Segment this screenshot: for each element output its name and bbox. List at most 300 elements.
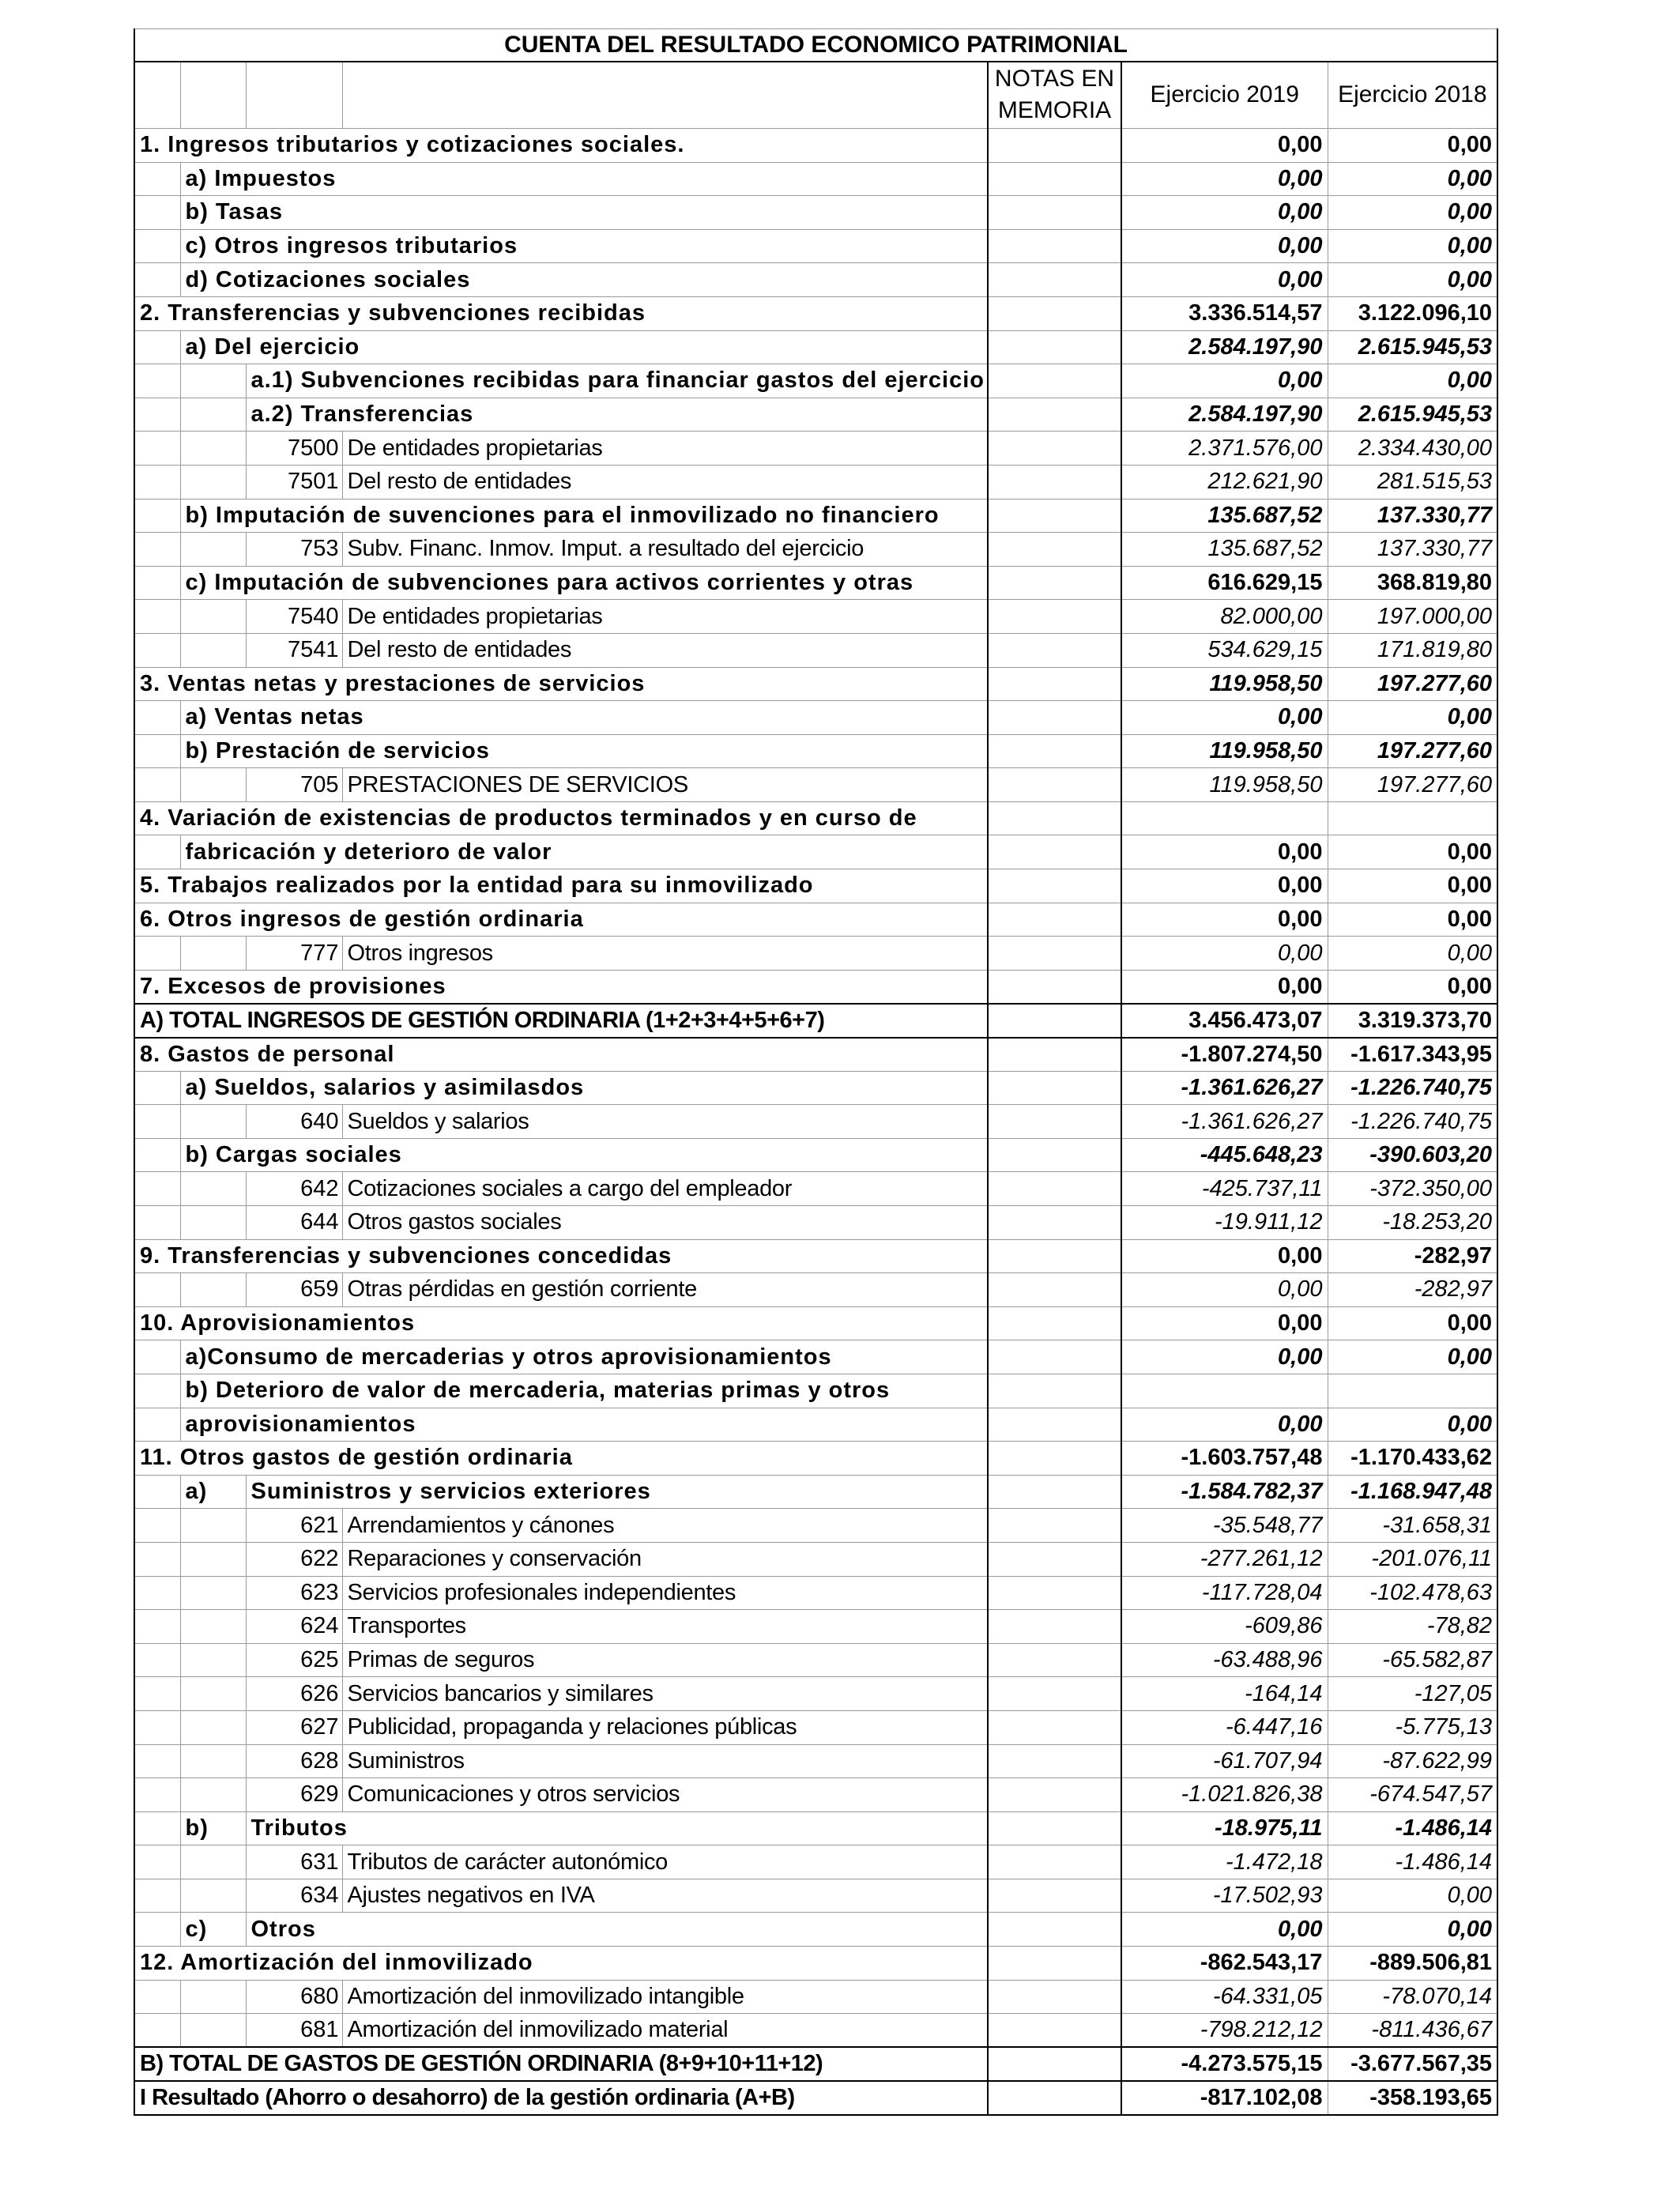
- value-2018: 197.277,60: [1328, 768, 1497, 802]
- row-label: Suministros y servicios exteriores: [246, 1475, 988, 1509]
- notes-cell: [988, 903, 1121, 937]
- value-2018: 0,00: [1328, 835, 1497, 869]
- indent-cell: [134, 1610, 180, 1644]
- value-2019: 0,00: [1121, 1239, 1328, 1273]
- value-2019: 0,00: [1121, 229, 1328, 263]
- table-row: [134, 1239, 1497, 1273]
- value-2018: 137.330,77: [1328, 533, 1497, 567]
- value-2019: -817.102,08: [1121, 2081, 1328, 2115]
- indent-cell: [180, 1542, 246, 1576]
- value-2018: -1.226.740,75: [1328, 1105, 1497, 1139]
- value-2018: -674.547,57: [1328, 1778, 1497, 1812]
- notes-cell: [988, 937, 1121, 971]
- table-row: [134, 768, 1497, 802]
- value-2019: -1.807.274,50: [1121, 1038, 1328, 1072]
- value-2019: -1.472,18: [1121, 1845, 1328, 1879]
- notes-cell: [988, 1442, 1121, 1476]
- value-2019: -798.212,12: [1121, 2014, 1328, 2048]
- row-label: a) Ventas netas: [180, 701, 988, 735]
- value-2019: -1.584.782,37: [1121, 1475, 1328, 1509]
- table-row: [134, 398, 1497, 432]
- notes-cell: [988, 1340, 1121, 1374]
- value-2018: 0,00: [1328, 1306, 1497, 1340]
- notes-cell: [988, 1778, 1121, 1812]
- value-2018: 0,00: [1328, 364, 1497, 398]
- financial-statement-table: [134, 28, 1498, 2116]
- table-row: [134, 667, 1497, 701]
- row-label: 10. Aprovisionamientos: [134, 1306, 988, 1340]
- row-label: b) Imputación de suvenciones para el inmovilizado no financiero: [180, 499, 988, 533]
- row-label: B) TOTAL DE GASTOS DE GESTIÓN ORDINARIA (8+9+10+11+12): [134, 2047, 988, 2081]
- notes-cell: [988, 533, 1121, 567]
- notes-cell: [988, 398, 1121, 432]
- notes-cell: [988, 263, 1121, 297]
- indent-cell: [134, 1273, 180, 1307]
- value-2019: 0,00: [1121, 869, 1328, 903]
- account-code: 705: [246, 768, 342, 802]
- account-code: 624: [246, 1610, 342, 1644]
- table-row: [134, 499, 1497, 533]
- table-row: [134, 296, 1497, 330]
- value-2019: 119.958,50: [1121, 734, 1328, 768]
- value-2019: -1.361.626,27: [1121, 1071, 1328, 1105]
- table-row: [134, 1980, 1497, 2014]
- table-row: [134, 937, 1497, 971]
- value-2018: -889.506,81: [1328, 1947, 1497, 1981]
- notes-cell: [988, 499, 1121, 533]
- row-label: Comunicaciones y otros servicios: [342, 1778, 988, 1812]
- indent-cell: [134, 1408, 180, 1442]
- row-label: Transportes: [342, 1610, 988, 1644]
- value-2018: 0,00: [1328, 1913, 1497, 1947]
- value-2018: -811.436,67: [1328, 2014, 1497, 2048]
- value-2018: 197.000,00: [1328, 600, 1497, 634]
- notes-cell: [988, 1105, 1121, 1139]
- value-2019: -862.543,17: [1121, 1947, 1328, 1981]
- value-2018: 2.334.430,00: [1328, 432, 1497, 466]
- row-label: a)Consumo de mercaderias y otros aprovisionamientos: [180, 1340, 988, 1374]
- account-code: 7500: [246, 432, 342, 466]
- table-row: [134, 566, 1497, 600]
- indent-cell: [180, 2014, 246, 2048]
- value-2018: 0,00: [1328, 903, 1497, 937]
- value-2019: -277.261,12: [1121, 1542, 1328, 1576]
- table-row: [134, 2014, 1497, 2048]
- notes-header: NOTAS EN MEMORIA: [988, 62, 1121, 129]
- notes-cell: [988, 162, 1121, 196]
- value-2019: 0,00: [1121, 970, 1328, 1004]
- indent-cell: [134, 1071, 180, 1105]
- table-row: [134, 330, 1497, 364]
- indent-cell: [180, 633, 246, 667]
- row-label: 8. Gastos de personal: [134, 1038, 988, 1072]
- value-2019: 0,00: [1121, 129, 1328, 163]
- indent-cell: [180, 600, 246, 634]
- row-label: a.1) Subvenciones recibidas para financiar gastos del ejercicio: [246, 364, 988, 398]
- value-2018: -102.478,63: [1328, 1576, 1497, 1610]
- indent-cell: [134, 566, 180, 600]
- account-code: 622: [246, 1542, 342, 1576]
- value-2018: 2.615.945,53: [1328, 398, 1497, 432]
- indent-cell: [180, 432, 246, 466]
- indent-cell: [134, 364, 180, 398]
- value-2019: 0,00: [1121, 835, 1328, 869]
- table-row: [134, 801, 1497, 835]
- table-row: [134, 1172, 1497, 1206]
- row-label: Otras pérdidas en gestión corriente: [342, 1273, 988, 1307]
- value-2018: 0,00: [1328, 1879, 1497, 1913]
- indent-cell: [180, 1845, 246, 1879]
- value-2019: -117.728,04: [1121, 1576, 1328, 1610]
- value-2019: -1.021.826,38: [1121, 1778, 1328, 1812]
- value-2019: -445.648,23: [1121, 1138, 1328, 1172]
- row-label: 11. Otros gastos de gestión ordinaria: [134, 1442, 988, 1476]
- notes-cell: [988, 330, 1121, 364]
- value-2018: [1328, 801, 1497, 835]
- value-2019: [1121, 1374, 1328, 1408]
- row-label: 5. Trabajos realizados por la entidad para su inmovilizado: [134, 869, 988, 903]
- value-2018: -87.622,99: [1328, 1744, 1497, 1778]
- value-2018: [1328, 1374, 1497, 1408]
- value-2019: 119.958,50: [1121, 768, 1328, 802]
- indent-cell: [134, 1475, 180, 1509]
- value-2019: 82.000,00: [1121, 600, 1328, 634]
- notes-cell: [988, 2014, 1121, 2048]
- notes-cell: [988, 869, 1121, 903]
- indent-cell: [134, 600, 180, 634]
- value-2019: -425.737,11: [1121, 1172, 1328, 1206]
- table-row: [134, 432, 1497, 466]
- value-2019: 135.687,52: [1121, 533, 1328, 567]
- row-label: b) Tasas: [180, 196, 988, 230]
- indent-cell: [180, 1576, 246, 1610]
- notes-cell: [988, 1374, 1121, 1408]
- account-code: 644: [246, 1206, 342, 1240]
- value-2018: -1.486,14: [1328, 1845, 1497, 1879]
- value-2018: 0,00: [1328, 1408, 1497, 1442]
- value-2019: [1121, 801, 1328, 835]
- value-2019: 0,00: [1121, 1273, 1328, 1307]
- table-row: [134, 229, 1497, 263]
- table-row: [134, 1879, 1497, 1913]
- indent-cell: [134, 1778, 180, 1812]
- indent-cell: [134, 465, 180, 499]
- notes-cell: [988, 1004, 1121, 1038]
- indent-cell: [180, 1105, 246, 1139]
- indent-cell: [134, 768, 180, 802]
- account-code: 631: [246, 1845, 342, 1879]
- indent-cell: [134, 1643, 180, 1677]
- notes-cell: [988, 1038, 1121, 1072]
- row-label: Amortización del inmovilizado intangible: [342, 1980, 988, 2014]
- account-code: 7501: [246, 465, 342, 499]
- notes-cell: [988, 566, 1121, 600]
- notes-cell: [988, 1408, 1121, 1442]
- value-2019: 0,00: [1121, 903, 1328, 937]
- value-2019: -63.488,96: [1121, 1643, 1328, 1677]
- indent-cell: [180, 533, 246, 567]
- row-label: De entidades propietarias: [342, 432, 988, 466]
- table-row: [134, 600, 1497, 634]
- value-2019: 0,00: [1121, 937, 1328, 971]
- indent-cell: [134, 162, 180, 196]
- row-label: 12. Amortización del inmovilizado: [134, 1947, 988, 1981]
- row-label: b) Cargas sociales: [180, 1138, 988, 1172]
- indent-cell: [134, 1913, 180, 1947]
- value-2019: 135.687,52: [1121, 499, 1328, 533]
- notes-cell: [988, 129, 1121, 163]
- notes-cell: [988, 1071, 1121, 1105]
- value-2019: 534.629,15: [1121, 633, 1328, 667]
- value-2018: 0,00: [1328, 701, 1497, 735]
- indent-cell: [180, 1980, 246, 2014]
- value-2018: 281.515,53: [1328, 465, 1497, 499]
- table-row: [134, 1273, 1497, 1307]
- value-2018: 171.819,80: [1328, 633, 1497, 667]
- value-2019: -64.331,05: [1121, 1980, 1328, 2014]
- row-label: b) Deterioro de valor de mercaderia, materias primas y otros: [180, 1374, 988, 1408]
- notes-cell: [988, 768, 1121, 802]
- table-row: [134, 1138, 1497, 1172]
- indent-cell: [134, 1374, 180, 1408]
- value-2019: 2.584.197,90: [1121, 398, 1328, 432]
- indent-cell: [134, 533, 180, 567]
- value-2018: 3.319.373,70: [1328, 1004, 1497, 1038]
- notes-cell: [988, 1610, 1121, 1644]
- indent-cell: [180, 1643, 246, 1677]
- value-2018: 0,00: [1328, 263, 1497, 297]
- table-row: [134, 1038, 1497, 1072]
- value-2018: 197.277,60: [1328, 734, 1497, 768]
- value-2019: -164,14: [1121, 1677, 1328, 1711]
- table-row: [134, 1744, 1497, 1778]
- header-cell-empty: [180, 62, 246, 129]
- title-row: [134, 29, 1497, 62]
- indent-cell: [134, 1509, 180, 1543]
- table-row: [134, 1374, 1497, 1408]
- row-label: Otros: [246, 1913, 988, 1947]
- table-row: [134, 869, 1497, 903]
- row-label: Ajustes negativos en IVA: [342, 1879, 988, 1913]
- indent-cell: [180, 1509, 246, 1543]
- indent-cell: [134, 1677, 180, 1711]
- table-row: [134, 1710, 1497, 1744]
- account-code: 777: [246, 937, 342, 971]
- value-2018: 0,00: [1328, 1340, 1497, 1374]
- value-2018: -390.603,20: [1328, 1138, 1497, 1172]
- indent-cell: [180, 1677, 246, 1711]
- account-code: 681: [246, 2014, 342, 2048]
- value-2019: 3.456.473,07: [1121, 1004, 1328, 1038]
- notes-cell: [988, 364, 1121, 398]
- table-row: [134, 1475, 1497, 1509]
- table-row: [134, 835, 1497, 869]
- value-2019: 0,00: [1121, 263, 1328, 297]
- notes-cell: [988, 734, 1121, 768]
- row-label: 9. Transferencias y subvenciones concedidas: [134, 1239, 988, 1273]
- row-label: Servicios bancarios y similares: [342, 1677, 988, 1711]
- row-label: Publicidad, propaganda y relaciones públicas: [342, 1710, 988, 1744]
- value-2018: -5.775,13: [1328, 1710, 1497, 1744]
- row-label: 3. Ventas netas y prestaciones de servicios: [134, 667, 988, 701]
- notes-cell: [988, 835, 1121, 869]
- notes-cell: [988, 465, 1121, 499]
- indent-cell: [134, 701, 180, 735]
- indent-cell: [134, 1576, 180, 1610]
- value-2019: 0,00: [1121, 701, 1328, 735]
- row-label: A) TOTAL INGRESOS DE GESTIÓN ORDINARIA (1+2+3+4+5+6+7): [134, 1004, 988, 1038]
- table-row: [134, 1509, 1497, 1543]
- notes-cell: [988, 1206, 1121, 1240]
- notes-cell: [988, 801, 1121, 835]
- row-label: Suministros: [342, 1744, 988, 1778]
- indent-cell: [180, 1710, 246, 1744]
- table-row: [134, 1677, 1497, 1711]
- value-2019: 0,00: [1121, 196, 1328, 230]
- table-row: [134, 903, 1497, 937]
- notes-cell: [988, 1306, 1121, 1340]
- table-row: [134, 734, 1497, 768]
- value-2019: 0,00: [1121, 162, 1328, 196]
- table-row: [134, 1306, 1497, 1340]
- value-2019: -19.911,12: [1121, 1206, 1328, 1240]
- indent-cell: [180, 465, 246, 499]
- indent-cell: [180, 1206, 246, 1240]
- value-2018: -1.226.740,75: [1328, 1071, 1497, 1105]
- value-2019: 0,00: [1121, 364, 1328, 398]
- value-2018: 137.330,77: [1328, 499, 1497, 533]
- indent-cell: [134, 1138, 180, 1172]
- notes-cell: [988, 1677, 1121, 1711]
- indent-cell: [134, 330, 180, 364]
- notes-cell: [988, 1475, 1121, 1509]
- notes-cell: [988, 1947, 1121, 1981]
- table-row: [134, 1206, 1497, 1240]
- notes-cell: [988, 1509, 1121, 1543]
- value-2019: 3.336.514,57: [1121, 296, 1328, 330]
- row-label: 6. Otros ingresos de gestión ordinaria: [134, 903, 988, 937]
- row-label: 2. Transferencias y subvenciones recibidas: [134, 296, 988, 330]
- value-2019: 0,00: [1121, 1408, 1328, 1442]
- notes-cell: [988, 1643, 1121, 1677]
- row-label: Otros ingresos: [342, 937, 988, 971]
- value-2018: -65.582,87: [1328, 1643, 1497, 1677]
- value-2018: 197.277,60: [1328, 667, 1497, 701]
- indent-cell: [134, 1105, 180, 1139]
- table-row: [134, 196, 1497, 230]
- row-label: Amortización del inmovilizado material: [342, 2014, 988, 2048]
- notes-cell: [988, 1744, 1121, 1778]
- value-2019: -6.447,16: [1121, 1710, 1328, 1744]
- value-2019: -35.548,77: [1121, 1509, 1328, 1543]
- account-code: 680: [246, 1980, 342, 2014]
- notes-cell: [988, 432, 1121, 466]
- value-2018: -372.350,00: [1328, 1172, 1497, 1206]
- account-code: 659: [246, 1273, 342, 1307]
- indent-cell: [134, 432, 180, 466]
- row-label: d) Cotizaciones sociales: [180, 263, 988, 297]
- row-label: Cotizaciones sociales a cargo del empleador: [342, 1172, 988, 1206]
- row-letter: b): [180, 1811, 246, 1845]
- notes-cell: [988, 1980, 1121, 2014]
- indent-cell: [180, 1172, 246, 1206]
- value-2018: 2.615.945,53: [1328, 330, 1497, 364]
- value-2018: 0,00: [1328, 869, 1497, 903]
- notes-cell: [988, 633, 1121, 667]
- notes-cell: [988, 667, 1121, 701]
- indent-cell: [134, 1845, 180, 1879]
- row-label: Servicios profesionales independientes: [342, 1576, 988, 1610]
- indent-cell: [180, 1879, 246, 1913]
- value-2019: -1.603.757,48: [1121, 1442, 1328, 1476]
- value-2018: -201.076,11: [1328, 1542, 1497, 1576]
- row-label: 1. Ingresos tributarios y cotizaciones sociales.: [134, 129, 988, 163]
- value-2019: -609,86: [1121, 1610, 1328, 1644]
- account-code: 625: [246, 1643, 342, 1677]
- notes-cell: [988, 600, 1121, 634]
- value-2019: 2.584.197,90: [1121, 330, 1328, 364]
- row-label: Tributos de carácter autonómico: [342, 1845, 988, 1879]
- table-row: [134, 465, 1497, 499]
- row-label: Arrendamientos y cánones: [342, 1509, 988, 1543]
- indent-cell: [180, 937, 246, 971]
- indent-cell: [180, 1273, 246, 1307]
- page-title: CUENTA DEL RESULTADO ECONOMICO PATRIMONIAL: [134, 29, 1497, 62]
- value-2019: 0,00: [1121, 1913, 1328, 1947]
- account-code: 640: [246, 1105, 342, 1139]
- year-2018-header: Ejercicio 2018: [1328, 62, 1497, 129]
- notes-cell: [988, 1542, 1121, 1576]
- table-row: [134, 162, 1497, 196]
- indent-cell: [134, 1206, 180, 1240]
- value-2018: 0,00: [1328, 129, 1497, 163]
- notes-cell: [988, 229, 1121, 263]
- value-2018: 0,00: [1328, 196, 1497, 230]
- notes-cell: [988, 1879, 1121, 1913]
- value-2018: -18.253,20: [1328, 1206, 1497, 1240]
- indent-cell: [134, 1340, 180, 1374]
- row-label: Sueldos y salarios: [342, 1105, 988, 1139]
- notes-cell: [988, 296, 1121, 330]
- row-label: De entidades propietarias: [342, 600, 988, 634]
- value-2018: -282,97: [1328, 1239, 1497, 1273]
- indent-cell: [180, 1778, 246, 1812]
- row-label: c) Imputación de subvenciones para activos corrientes y otras: [180, 566, 988, 600]
- value-2018: 368.819,80: [1328, 566, 1497, 600]
- row-label: b) Prestación de servicios: [180, 734, 988, 768]
- indent-cell: [180, 364, 246, 398]
- indent-cell: [134, 196, 180, 230]
- indent-cell: [134, 835, 180, 869]
- value-2019: -18.975,11: [1121, 1811, 1328, 1845]
- notes-cell: [988, 196, 1121, 230]
- indent-cell: [134, 1744, 180, 1778]
- value-2018: 0,00: [1328, 229, 1497, 263]
- indent-cell: [134, 398, 180, 432]
- value-2018: -3.677.567,35: [1328, 2047, 1497, 2081]
- notes-cell: [988, 1710, 1121, 1744]
- value-2018: 0,00: [1328, 937, 1497, 971]
- notes-cell: [988, 1273, 1121, 1307]
- indent-cell: [134, 1980, 180, 2014]
- table-row: [134, 1610, 1497, 1644]
- notes-cell: [988, 970, 1121, 1004]
- indent-cell: [134, 1879, 180, 1913]
- table-row: [134, 1408, 1497, 1442]
- indent-cell: [134, 1811, 180, 1845]
- value-2018: 0,00: [1328, 970, 1497, 1004]
- account-code: 621: [246, 1509, 342, 1543]
